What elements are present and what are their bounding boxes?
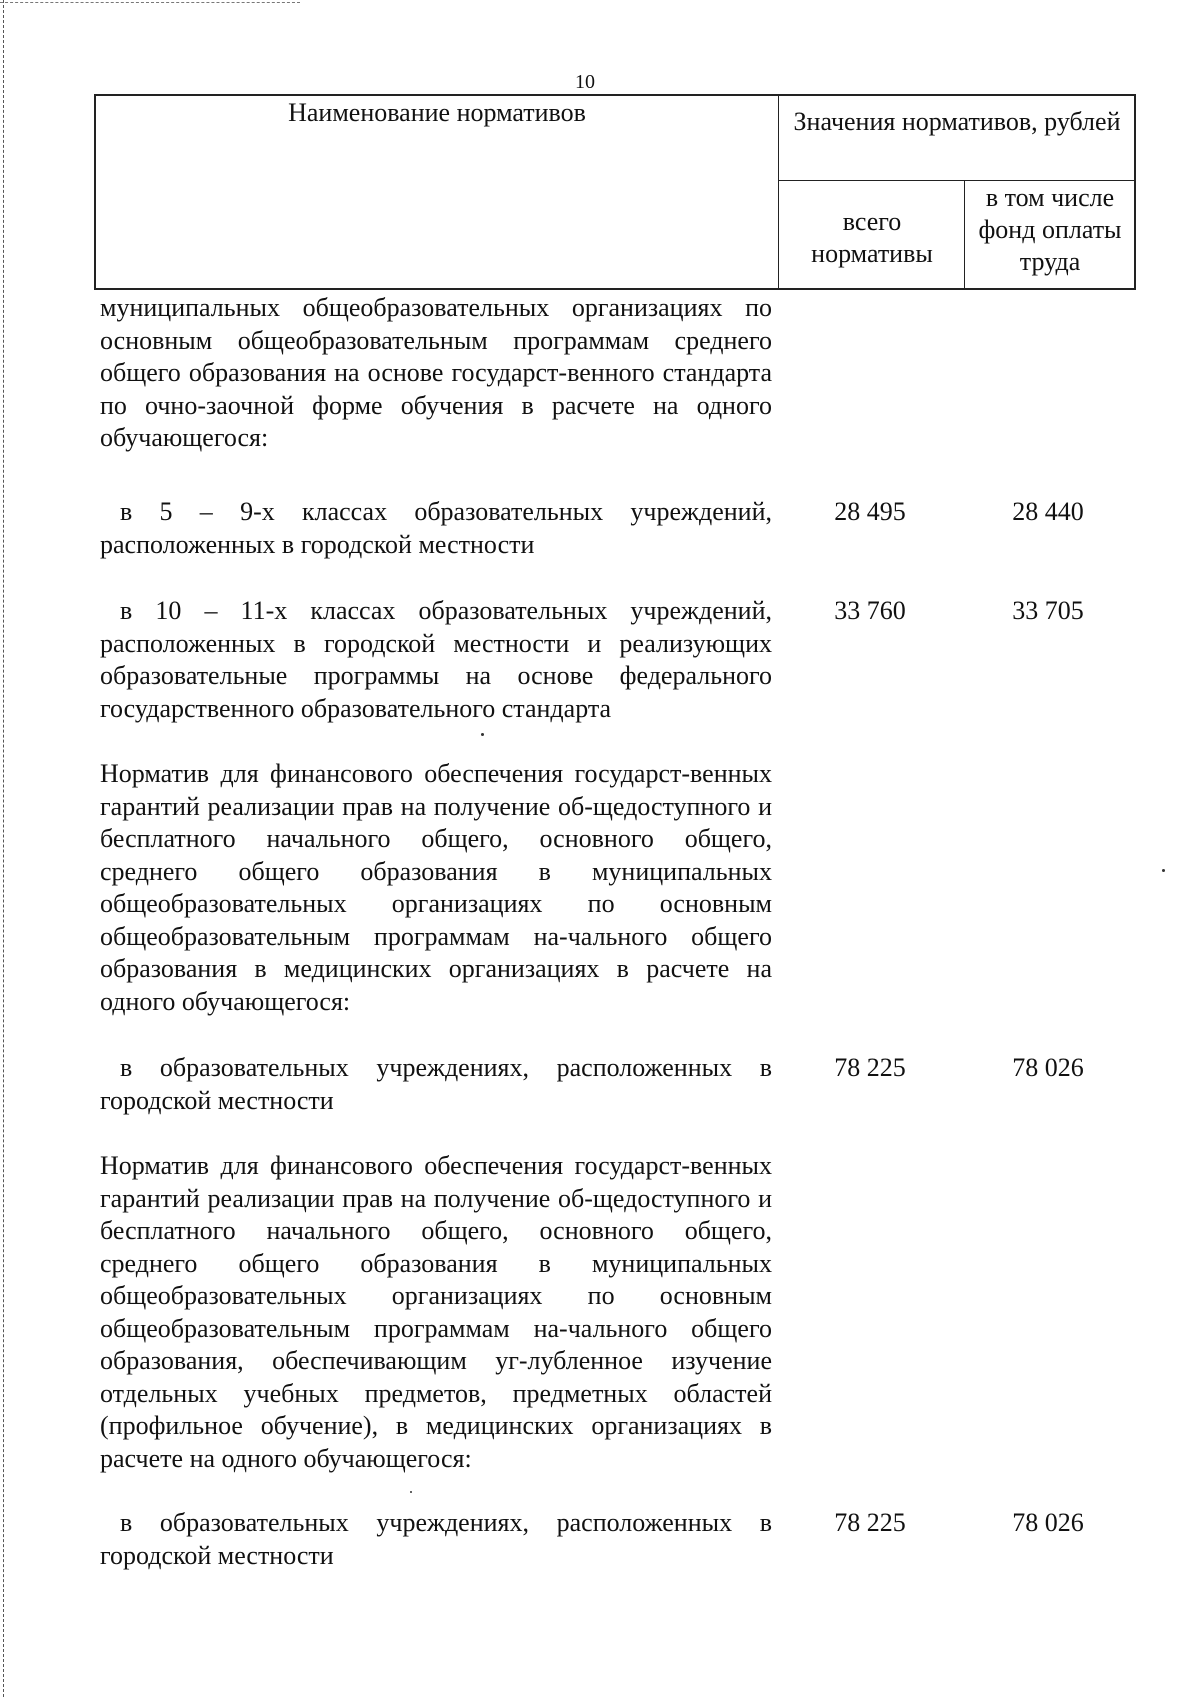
norm-section-description: Норматив для финансового обеспечения государст-венных гарантий реализации прав на получение об-щедоступного и бесплатного начального общего, основного общего, среднего общего образования в муниципальных общеобразовательных организациях по основным общеобразовательным программам на-чального общего образования, обеспечивающим уг-лубленное изучение отдельных учебных предметов, предметных областей (профильное обучение), в медицинских организациях в расчете на одного обучающегося:: [100, 1151, 772, 1473]
norm-wage-fund-value: 78 026: [1012, 1508, 1084, 1537]
norm-description-continued: муниципальных общеобразовательных организациях по основным общеобразовательным программам среднего общего образования на основе государст-венного стандарта по очно-заочной форме обучения в расчете на одного обучающегося:: [100, 293, 772, 452]
norm-wage-fund-value: 28 440: [1012, 497, 1084, 526]
scan-speck: [410, 1491, 412, 1493]
scan-speck: [1162, 869, 1165, 872]
header-name-column: Наименование нормативов: [288, 98, 586, 127]
norm-item-description: в образовательных учреждениях, расположенных в городской местности: [100, 1053, 772, 1115]
norm-item-description: в 5 – 9-х классах образовательных учреждений, расположенных в городской местности: [100, 497, 772, 559]
header-divider-horizontal: [778, 180, 1134, 181]
header-divider-vertical: [778, 96, 779, 288]
norm-wage-fund-value: 33 705: [1012, 596, 1084, 625]
norm-total-value: 33 760: [834, 596, 906, 625]
norm-item-description: в образовательных учреждениях, расположенных в городской местности: [100, 1508, 772, 1570]
norm-item-description: в 10 – 11-х классах образовательных учреждений, расположенных в городской местности и реализующих образовательные программы на основе федерального государственного образовательного стандарта: [100, 596, 772, 723]
header-wage-fund-column: в том числе фонд оплаты труда: [978, 183, 1122, 276]
scan-speck: [481, 733, 484, 736]
norm-total-value: 78 225: [834, 1053, 906, 1082]
table-header: [94, 94, 1136, 290]
scan-edge-left: [3, 0, 5, 1697]
header-values-column: Значения нормативов, рублей: [793, 107, 1121, 136]
norm-total-value: 28 495: [834, 497, 906, 526]
header-total-column: всего нормативы: [811, 207, 933, 268]
norm-section-description: Норматив для финансового обеспечения государст-венных гарантий реализации прав на получение об-щедоступного и бесплатного начального общего, основного общего, среднего общего образования в муниципальных общеобразовательных организациях по основным общеобразовательным программам на-чального общего образования в медицинских организациях в расчете на одного обучающегося:: [100, 759, 772, 1016]
norm-total-value: 78 225: [834, 1508, 906, 1537]
scan-edge-top: [0, 2, 300, 4]
header-divider-subcolumn: [964, 180, 965, 288]
page-number: 10: [575, 71, 595, 93]
norm-wage-fund-value: 78 026: [1012, 1053, 1084, 1082]
